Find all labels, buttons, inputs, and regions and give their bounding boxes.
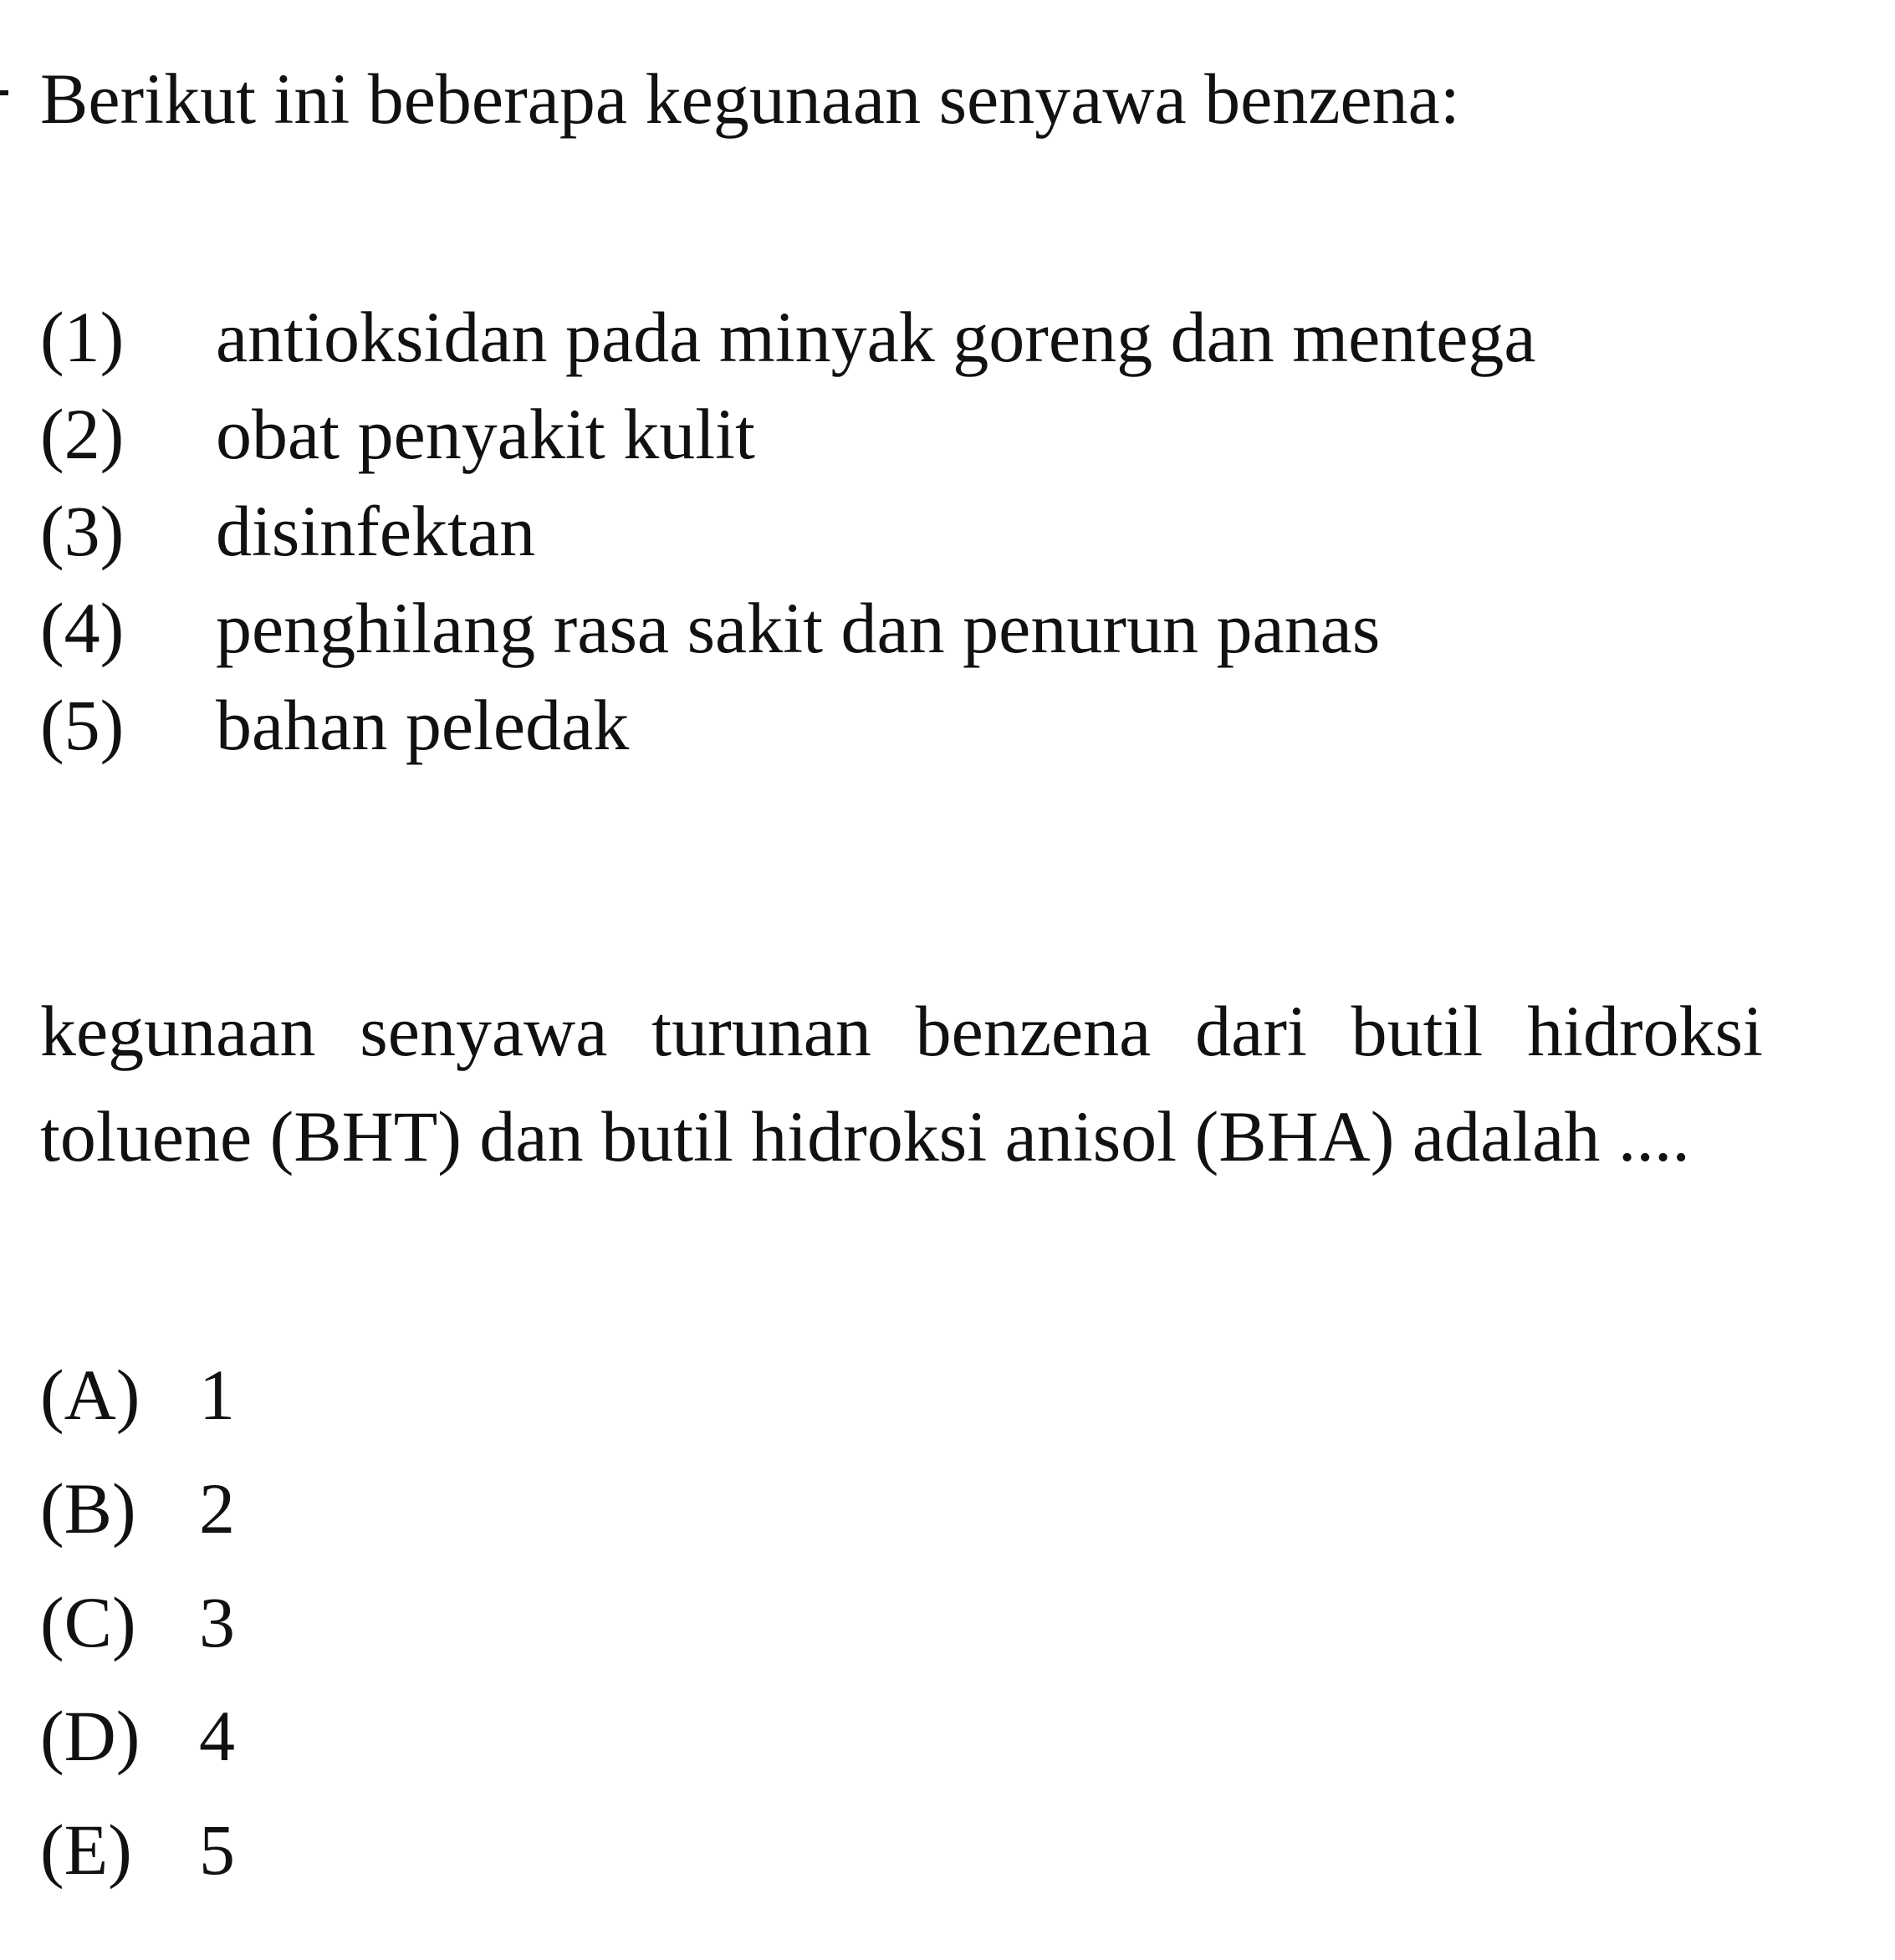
answer-options xyxy=(40,1338,235,1906)
margin-mark xyxy=(0,90,8,95)
list-item xyxy=(40,676,1763,773)
list-item-number: (5) xyxy=(40,685,125,765)
option-value: 1 xyxy=(199,1355,235,1435)
option-value: 4 xyxy=(199,1696,235,1776)
list-item-number: (3) xyxy=(40,491,125,571)
option-letter: (D) xyxy=(40,1696,140,1776)
list-item-text: bahan peledak xyxy=(216,685,630,765)
list-item xyxy=(40,482,1763,579)
uses-list xyxy=(40,288,1763,773)
list-item xyxy=(40,579,1763,676)
list-item xyxy=(40,385,1763,482)
list-item-text: penghilang rasa sakit dan penurun panas xyxy=(216,588,1381,668)
answer-option-b[interactable] xyxy=(40,1452,235,1565)
answer-option-c[interactable] xyxy=(40,1565,235,1679)
answer-option-a[interactable] xyxy=(40,1338,235,1452)
list-item-number: (4) xyxy=(40,588,125,668)
list-item-number: (2) xyxy=(40,394,125,474)
list-item-text: antioksidan pada minyak goreng dan mentega xyxy=(216,297,1536,377)
option-value: 3 xyxy=(199,1582,235,1662)
list-item xyxy=(40,288,1763,385)
option-value: 2 xyxy=(199,1468,235,1549)
answer-option-e[interactable] xyxy=(40,1793,235,1906)
option-letter: (E) xyxy=(40,1809,132,1890)
option-letter: (B) xyxy=(40,1468,136,1549)
list-item-number: (1) xyxy=(40,297,125,377)
answer-option-d[interactable] xyxy=(40,1679,235,1793)
option-letter: (C) xyxy=(40,1582,136,1662)
list-item-text: obat penyakit kulit xyxy=(216,394,755,474)
intro-text: Berikut ini beberapa kegunaan senyawa benzena: xyxy=(40,59,1460,139)
question-text: kegunaan senyawa turunan benzena dari butil hidroksi toluene (BHT) dan butil hidroksi anisol (BHA) adalah .... xyxy=(40,991,1763,1177)
option-letter: (A) xyxy=(40,1355,140,1435)
list-item-text: disinfektan xyxy=(216,491,536,571)
option-value: 5 xyxy=(199,1809,235,1890)
